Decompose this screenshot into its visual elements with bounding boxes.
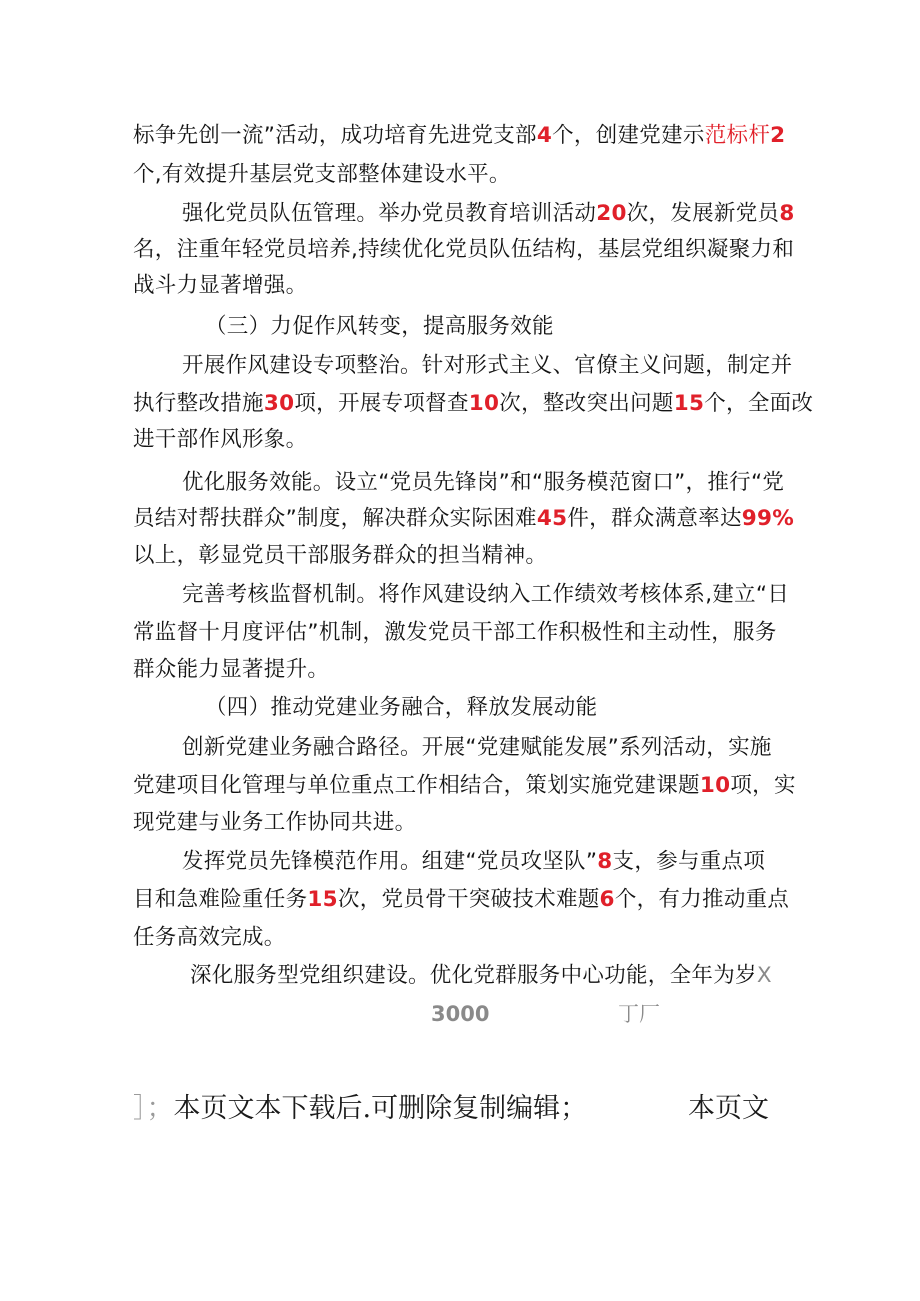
paragraph-line: 群众能力显著提升。	[133, 657, 330, 682]
paragraph-line: 进干部作风形象。	[133, 427, 308, 452]
section-heading: （四）推动党建业务融合，释放发展动能	[205, 695, 598, 720]
paragraph-line: 开展作风建设专项整治。针对形式主义、官僚主义问题，制定并	[182, 353, 793, 378]
footer-bracket: ］；	[133, 1093, 174, 1124]
paragraph-line: 战斗力显著增强。	[133, 273, 308, 298]
paragraph-line: 任务高效完成。	[133, 925, 286, 950]
paragraph-line: 以上，彰显党员干部服务群众的担当精神。	[133, 543, 548, 568]
paragraph-line: 执行整改措施30项，开展专项督查10次，整改突出问题15个，全面改	[133, 391, 814, 416]
paragraph-line: 党建项目化管理与单位重点工作相结合，策划实施党建课题10项，实	[133, 773, 796, 798]
footer-text: 本页文本下载后.可删除复制编辑；	[173, 1093, 588, 1124]
paragraph-line: 创新党建业务融合路径。开展“党建赋能发展”系列活动，实施	[182, 735, 772, 760]
paragraph-line: 强化党员队伍管理。举办党员教育培训活动20次，发展新党员8	[182, 201, 795, 226]
paragraph-line: 常监督十月度评估”机制，激发党员干部工作积极性和主动性，服务	[133, 620, 777, 645]
paragraph-line: 员结对帮扶群众”制度，解决群众实际困难45件，群众满意率达99%	[133, 506, 795, 531]
paragraph-line: 标争先创一流”活动，成功培育先进党支部4个，创建党建示范标杆2	[133, 123, 786, 148]
footer-note	[133, 1087, 587, 1131]
ocr-fragment-text: 丁厂	[618, 1002, 660, 1026]
section-heading: （三）力促作风转变，提高服务效能	[205, 314, 554, 339]
paragraph-line: 优化服务效能。设立“党员先锋岗”和“服务模范窗口”，推行“党	[182, 470, 785, 495]
paragraph-line: 深化服务型党组织建设。优化党群服务中心功能，全年为岁X	[190, 963, 772, 988]
paragraph-line: 现党建与业务工作协同共进。	[133, 810, 417, 835]
paragraph-line: 目和急难险重任务15次，党员骨干突破技术难题6个，有力推动重点	[133, 887, 790, 912]
paragraph-line: 名，注重年轻党员培养,持续优化党员队伍结构，基层党组织凝聚力和	[133, 237, 795, 262]
paragraph-line: 个,有效提升基层党支部整体建设水平。	[133, 162, 511, 187]
paragraph-line: 发挥党员先锋模范作用。组建“党员攻坚队”8支，参与重点项	[182, 849, 766, 874]
paragraph-line: 完善考核监督机制。将作风建设纳入工作绩效考核体系,建立“日	[182, 582, 790, 607]
footer-tail: 本页文	[688, 1093, 769, 1124]
ocr-fragment-number: 3000	[431, 1002, 490, 1026]
